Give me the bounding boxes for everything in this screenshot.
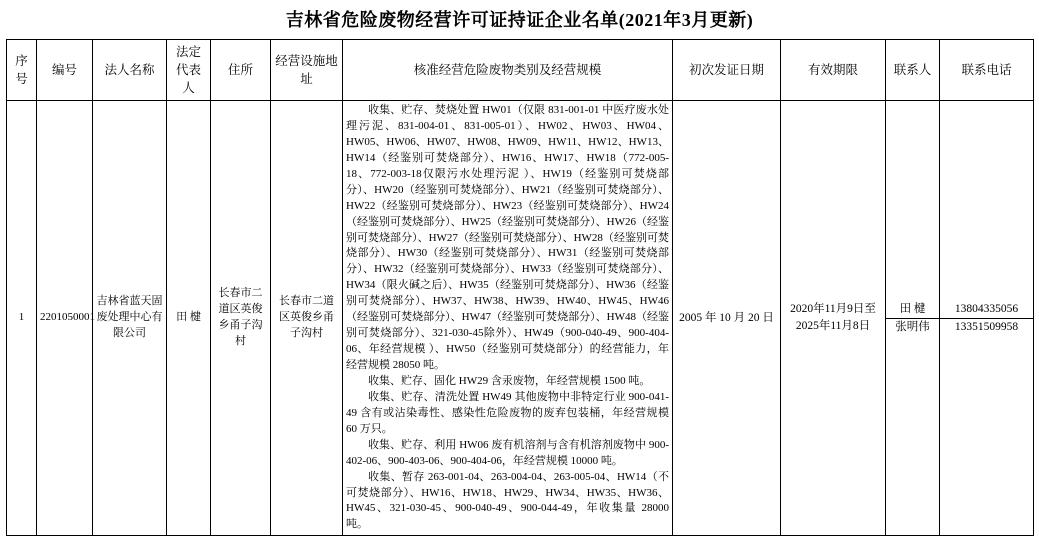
enterprise-license-table — [6, 39, 1034, 536]
header-scope: 核准经营危险废物类别及经营规模 — [343, 40, 673, 101]
cell-address: 长春市二道区英俊乡甬子沟村 — [211, 101, 271, 536]
table-row — [7, 101, 1034, 536]
header-phone: 联系电话 — [940, 40, 1034, 101]
cell-contact — [886, 101, 940, 536]
cell-legal-rep: 田 楗 — [167, 101, 211, 536]
header-legal-rep: 法定代表人 — [167, 40, 211, 101]
scope-paragraph: 收集、贮存、固化 HW29 含汞废物，年经营规模 1500 吨。 — [368, 374, 651, 387]
header-facility-address: 经营设施地址 — [271, 40, 343, 101]
cell-facility-address: 长春市二道区英俊乡甬子沟村 — [271, 101, 343, 536]
header-seq: 序号 — [7, 40, 37, 101]
header-contact: 联系人 — [886, 40, 940, 101]
scope-paragraph: 收集、贮存、焚烧处置 HW01（仅限 831-001-01 中医疗废水处理污泥、831-004-01、831-005-01）、HW02、HW03、HW04、HW05、HW06、HW07、HW08、HW09、HW11、HW12、HW13、HW14（经鉴别可焚烧部分）、HW16、HW17、HW18（772-005-18、772-003-18仅限污水处理污泥 ）、HW19（经鉴别可焚烧部分）、HW20（经鉴别可焚烧部分）、HW21（经鉴别可焚烧部分）、HW22（经鉴别可焚烧部分）、HW23（经鉴别可焚烧部分）、HW24（经鉴别可焚烧部分）、HW25（经鉴别可焚烧部分）、HW26（经鉴别可焚烧部分）、HW27（经鉴别可焚烧部分）、HW28（经鉴别可焚烧部分）、HW30（经鉴别可焚烧部分）、HW31（经鉴别可焚烧部分）、HW32（经鉴别可焚烧部分）、HW33（经鉴别可焚烧部分）、HW34（限火碱之后）、HW35（经鉴别可焚烧部分）、HW36（经鉴别可焚烧部分）、HW37、HW38、HW39、HW40、HW45、HW46（经鉴别可焚烧部分）、HW47（经鉴别可焚烧部分）、HW48（经鉴别可焚烧部分）、321-030-45除外）、HW49（900-040-49、900-404-06、年经营规模 ）、HW50（经鉴别可焚烧部分）的经营能力，年经营规模 28050 吨。 — [346, 104, 669, 371]
header-valid-period: 有效期限 — [781, 40, 886, 101]
scope-paragraph: 收集、贮存、清洗处置 HW49 其他废物中非特定行业 900-041-49 含有或沾染毒性、感染性危险废物的废弃包装桶，年经营规模 60 万只。 — [346, 390, 669, 435]
header-address: 住所 — [211, 40, 271, 101]
scope-paragraph: 收集、暂存 263-001-04、263-004-04、263-005-04、HW14（不可焚烧部分）、HW16、HW18、HW29、HW34、HW35、HW36、HW45、321-030-45、900-040-49、900-044-49，年收集量 28000 吨。 — [346, 470, 669, 531]
table-header-row — [7, 40, 1034, 101]
header-code: 编号 — [37, 40, 93, 101]
contact-name: 张明伟 — [886, 318, 939, 336]
scope-paragraph: 收集、贮存、利用 HW06 废有机溶剂与含有机溶剂废物中 900-402-06、900-403-06、900-404-06，年经营规模 10000 吨。 — [346, 438, 669, 467]
header-first-issue-date: 初次发证日期 — [673, 40, 781, 101]
page-title: 吉林省危险废物经营许可证持证企业名单(2021年3月更新) — [285, 10, 754, 30]
cell-name: 吉林省蓝天固废处理中心有限公司 — [93, 101, 167, 536]
cell-scope — [343, 101, 673, 536]
contact-name: 田 楗 — [899, 302, 926, 315]
cell-first-issue-date: 2005 年 10 月 20 日 — [673, 101, 781, 536]
cell-code: 2201050001 — [37, 101, 93, 536]
cell-phone — [940, 101, 1034, 536]
cell-seq: 1 — [7, 101, 37, 536]
header-name: 法人名称 — [93, 40, 167, 101]
contact-phone: 13804335056 — [954, 302, 1019, 315]
cell-valid-period: 2020年11月9日至2025年11月8日 — [781, 101, 886, 536]
contact-phone: 13351509958 — [940, 318, 1033, 336]
